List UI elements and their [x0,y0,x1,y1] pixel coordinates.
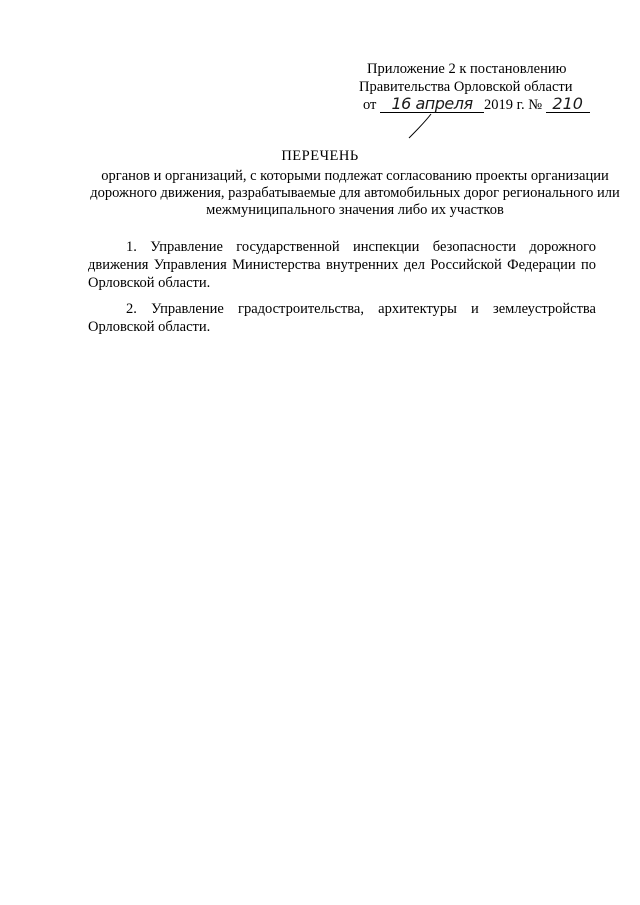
pen-stroke-mark [405,112,435,140]
date-prefix: от [363,97,377,113]
appendix-header [355,60,595,114]
appendix-date-line [355,96,595,114]
list-item: 2. Управление градостроительства, архитектуры и землеустройства Орловской области. [88,301,596,335]
year-suffix: 2019 г. № [484,97,543,113]
handwritten-number: 210 [546,96,590,113]
appendix-line-1: Приложение 2 к постановлению [367,61,567,77]
list-item: 1. Управление государственной инспекции безопасности дорожного движения Управления Министерства внутренних дел Российской Федерации по Орловской области. [88,239,596,291]
handwritten-date: 16 апреля [380,96,484,113]
document-title: ПЕРЕЧЕНЬ [281,148,359,164]
organization-list [88,238,596,344]
document-subtitle: органов и организаций, с которыми подлежат согласованию проекты организации дорожного движения, разрабатываемые для автомобильных дорог регионального или межмуниципального значения либо их участков [90,168,620,218]
appendix-line-2: Правительства Орловской области [359,79,573,95]
